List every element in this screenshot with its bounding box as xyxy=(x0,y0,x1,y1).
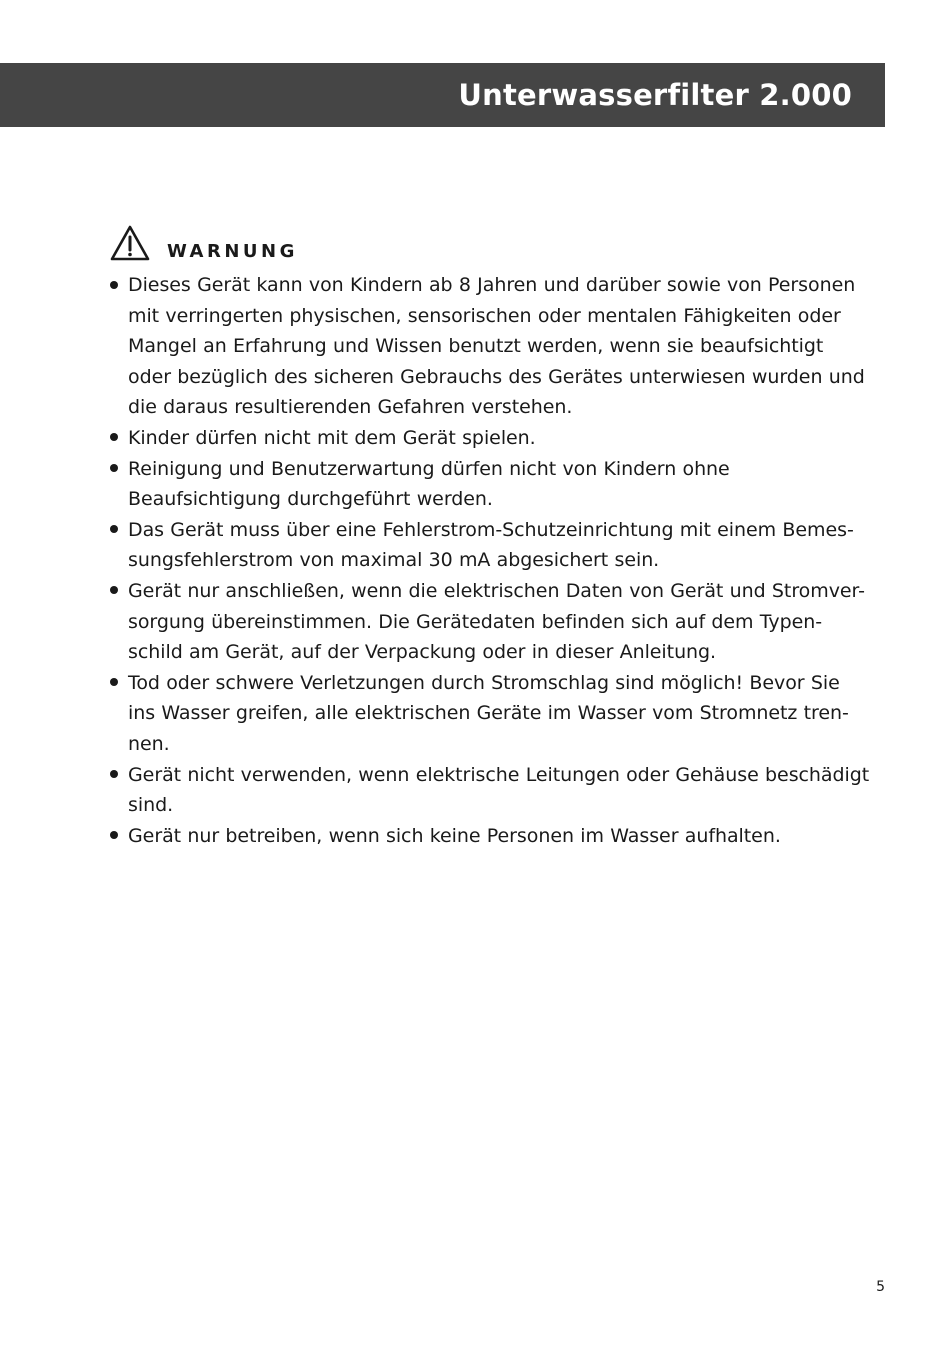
bullet-icon xyxy=(110,586,118,594)
warning-item-line: Gerät nur betreiben, wenn sich keine Personen im Wasser aufhalten. xyxy=(128,824,781,847)
bullet-icon xyxy=(110,525,118,533)
bullet-icon xyxy=(110,464,118,472)
warning-item-line: Beaufsichtigung durchgeführt werden. xyxy=(128,488,493,511)
warning-item-line: Kinder dürfen nicht mit dem Gerät spielen. xyxy=(128,426,536,449)
warning-item-line: Reinigung und Benutzerwartung dürfen nicht von Kindern ohne xyxy=(128,457,730,480)
page-number: 5 xyxy=(876,1279,885,1295)
warning-item-line: sungsfehlerstrom von maximal 30 mA abgesichert sein. xyxy=(128,549,660,572)
warning-item xyxy=(108,270,888,423)
warning-item xyxy=(108,454,888,515)
warning-item-line: Das Gerät muss über eine Fehlerstrom-Schutzeinrichtung mit einem Bemes- xyxy=(128,518,854,541)
header-bar xyxy=(0,63,885,127)
warning-label: WARNUNG xyxy=(167,241,298,262)
warning-item xyxy=(108,668,888,760)
bullet-icon xyxy=(110,281,118,289)
warning-item-line: sind. xyxy=(128,794,174,817)
warning-item-line: ins Wasser greifen, alle elektrischen Geräte im Wasser vom Stromnetz tren- xyxy=(128,702,849,725)
warning-item-line: Mangel an Erfahrung und Wissen benutzt werden, wenn sie beaufsichtigt xyxy=(128,335,824,358)
warning-item-line: Tod oder schwere Verletzungen durch Stromschlag sind möglich! Bevor Sie xyxy=(128,671,840,694)
warning-item-line: schild am Gerät, auf der Verpackung oder in dieser Anleitung. xyxy=(128,641,717,664)
page-title: Unterwasserfilter 2.000 xyxy=(458,78,852,112)
warning-item xyxy=(108,576,888,668)
warning-item xyxy=(108,821,888,852)
warning-item-line: nen. xyxy=(128,732,170,755)
warning-item-line: oder bezüglich des sicheren Gebrauchs des Gerätes unterwiesen wurden und xyxy=(128,365,865,388)
warning-item-line: Gerät nicht verwenden, wenn elektrische Leitungen oder Gehäuse beschädigt xyxy=(128,763,870,786)
warning-item xyxy=(108,760,888,821)
bullet-icon xyxy=(110,831,118,839)
warning-item-line: die daraus resultierenden Gefahren verstehen. xyxy=(128,396,573,419)
warning-triangle-icon xyxy=(110,225,150,261)
bullet-icon xyxy=(110,678,118,686)
warning-list xyxy=(108,270,888,851)
warning-item-line: mit verringerten physischen, sensorischen oder mentalen Fähigkeiten oder xyxy=(128,304,841,327)
warning-item xyxy=(108,423,888,454)
warning-item-line: Gerät nur anschließen, wenn die elektrischen Daten von Gerät und Stromver- xyxy=(128,579,865,602)
warning-item-line: sorgung übereinstimmen. Die Gerätedaten befinden sich auf dem Typen- xyxy=(128,610,823,633)
bullet-icon xyxy=(110,433,118,441)
warning-item xyxy=(108,515,888,576)
bullet-icon xyxy=(110,770,118,778)
warning-item-line: Dieses Gerät kann von Kindern ab 8 Jahren und darüber sowie von Personen xyxy=(128,274,856,296)
